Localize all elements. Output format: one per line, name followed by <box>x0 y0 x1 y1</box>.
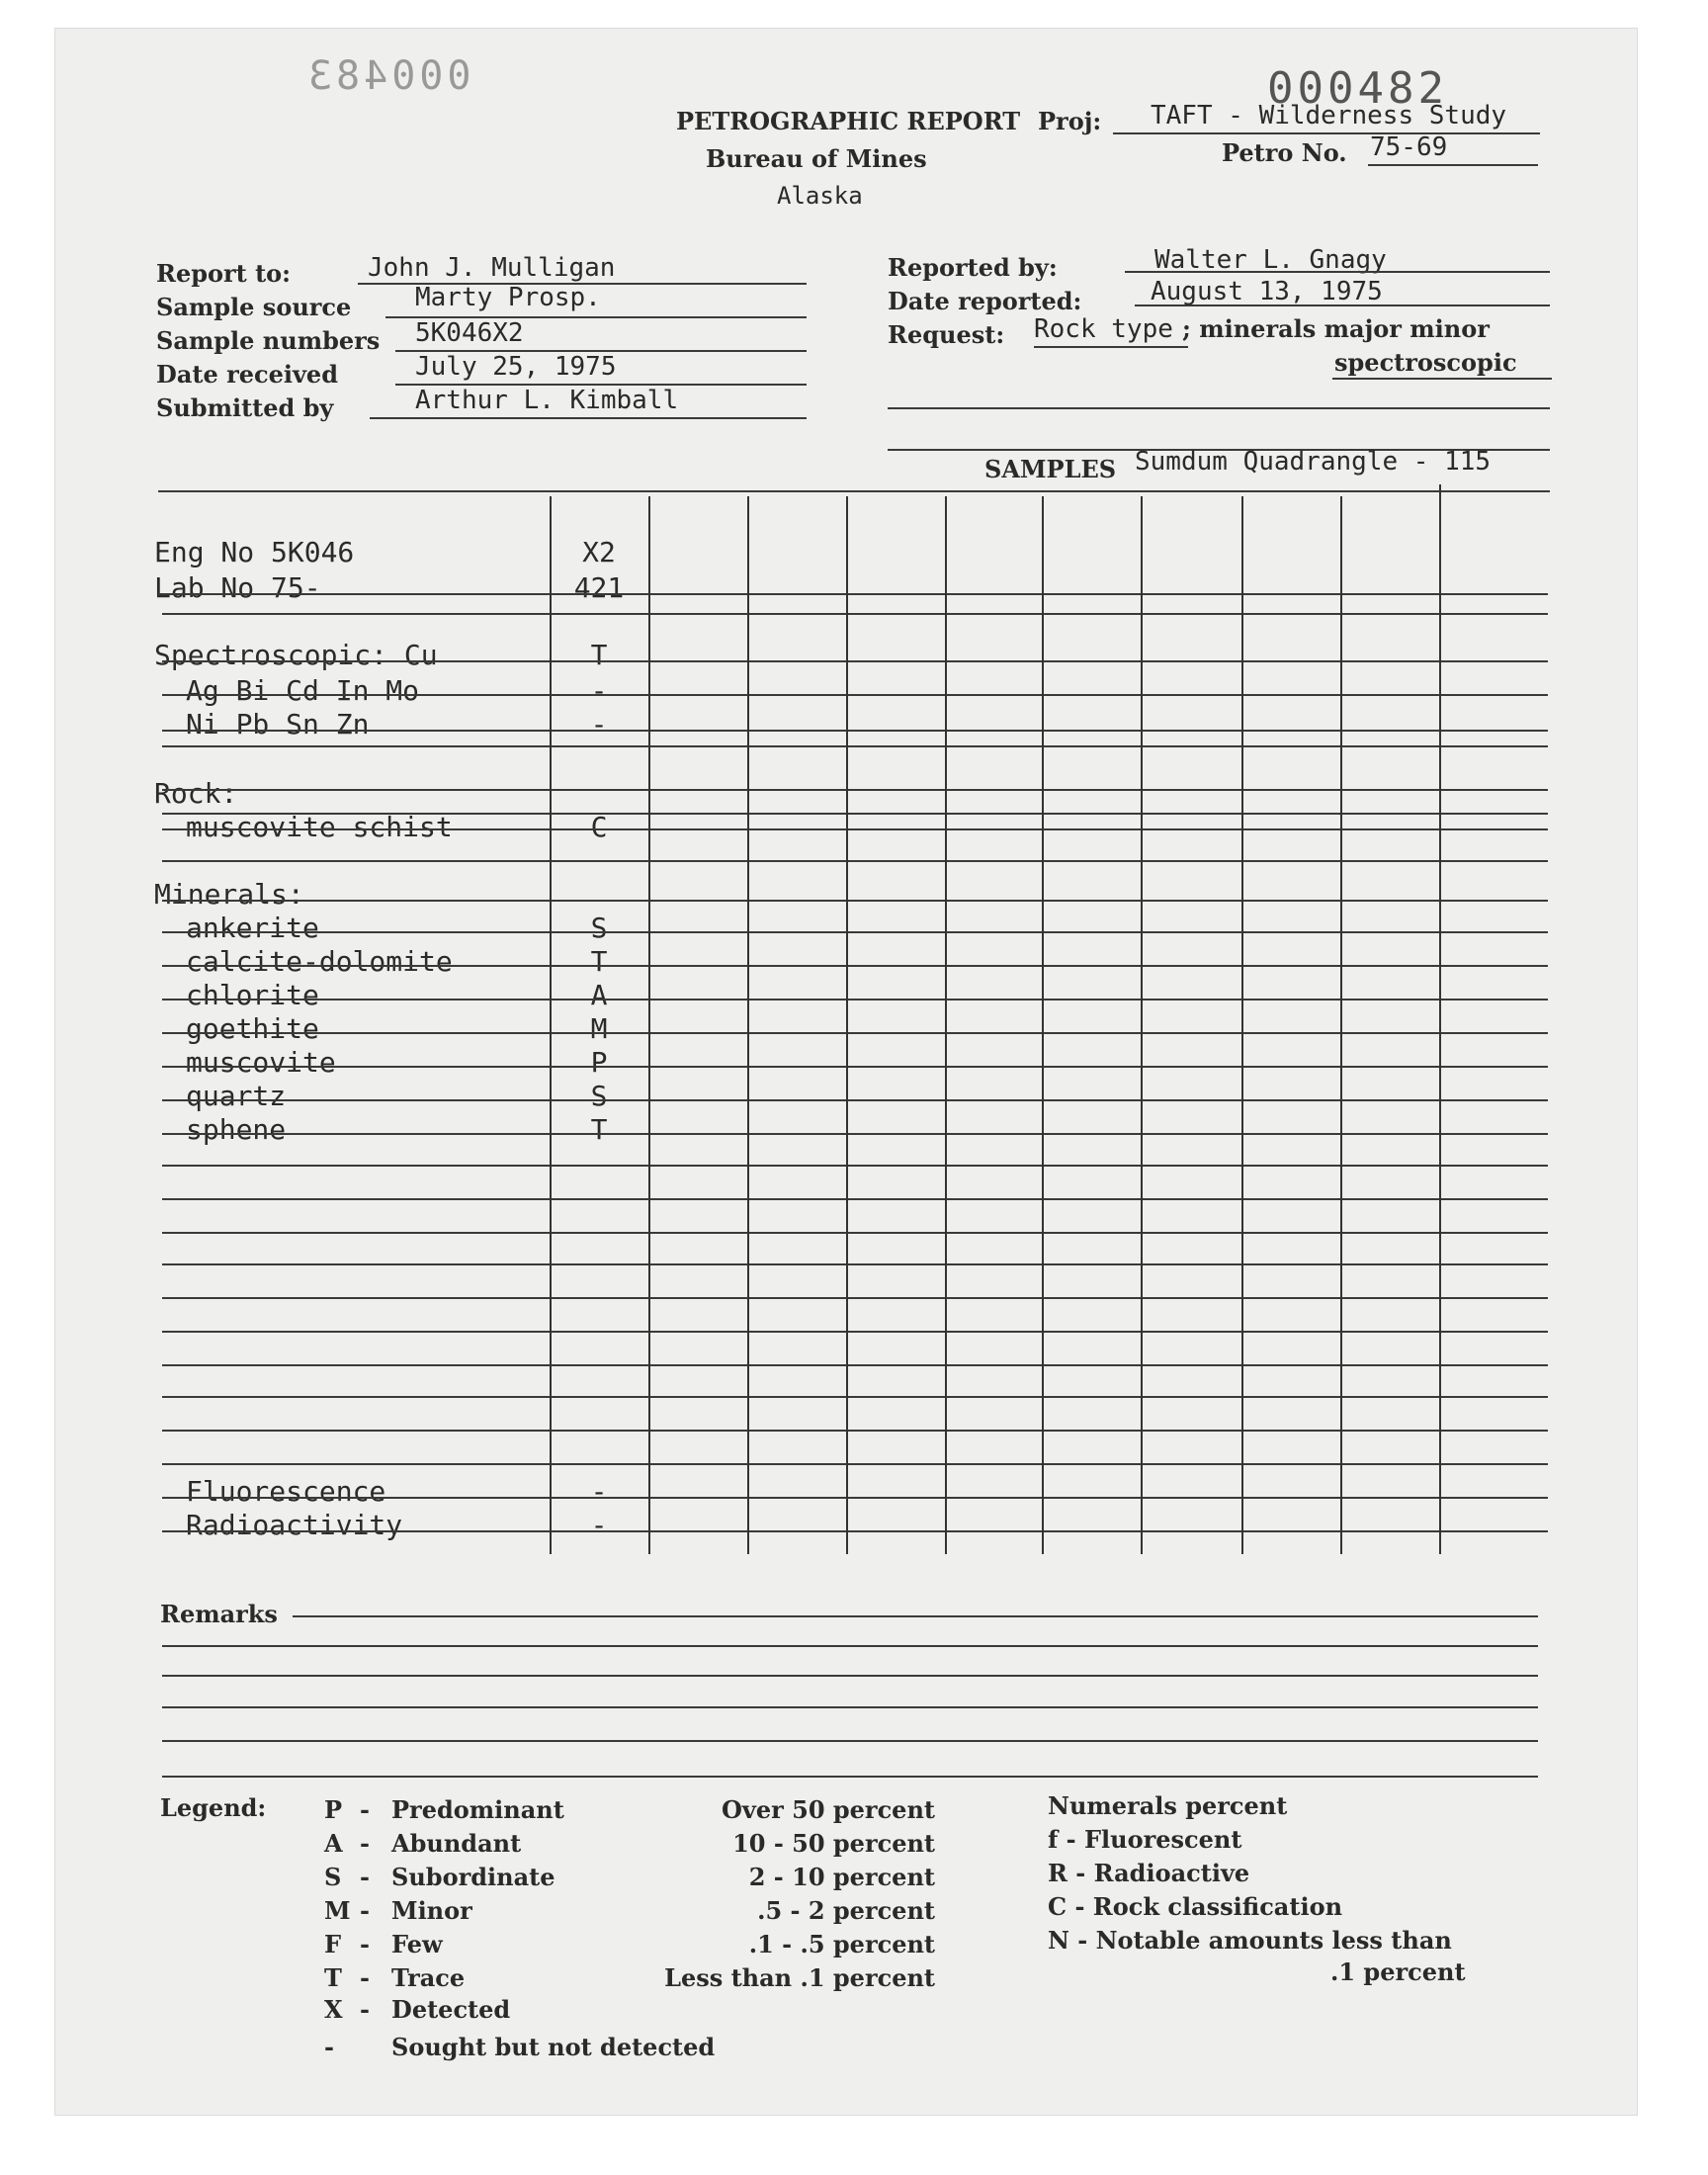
row-label: Lab No 75- <box>154 571 321 604</box>
request-value-minerals: ; minerals major minor <box>1182 314 1490 343</box>
row-label: Minerals: <box>154 878 304 911</box>
legend-label: Legend: <box>160 1793 267 1822</box>
column-rule <box>846 496 848 1554</box>
row-value: S <box>590 1080 608 1112</box>
legend-dash: - <box>360 1829 370 1858</box>
row-value: T <box>590 1113 608 1146</box>
proj-label: Proj: <box>1038 107 1102 135</box>
legend-desc: Subordinate <box>391 1863 555 1891</box>
legend-code: - <box>324 2033 334 2061</box>
legend-code: S <box>324 1863 342 1891</box>
legend-note: C - Rock classification <box>1048 1892 1343 1921</box>
legend-range: .1 - .5 percent <box>748 1930 935 1958</box>
reported-by-label: Reported by: <box>888 253 1058 282</box>
row-label: Eng No 5K046 <box>154 536 355 568</box>
legend-note: N - Notable amounts less than <box>1048 1926 1452 1955</box>
row-label: calcite-dolomite <box>186 945 453 978</box>
remarks-label: Remarks <box>160 1600 278 1628</box>
legend-code: P <box>324 1795 343 1824</box>
legend-note: f - Fluorescent <box>1048 1825 1242 1854</box>
row-label: ankerite <box>186 912 319 944</box>
column-rule <box>747 496 749 1554</box>
legend-code: F <box>324 1930 342 1958</box>
legend-code: T <box>324 1963 342 1992</box>
submitted-by-value: Arthur L. Kimball <box>415 386 679 415</box>
column-rule <box>1439 484 1441 1554</box>
row-value: - <box>590 708 608 740</box>
legend-code: M <box>324 1896 351 1925</box>
legend-range: Less than .1 percent <box>664 1963 935 1992</box>
legend-dash: - <box>360 1930 370 1958</box>
legend-note: R - Radioactive <box>1048 1859 1250 1887</box>
row-value: T <box>590 639 608 671</box>
row-label: quartz <box>186 1080 287 1112</box>
row-value: X2 <box>582 536 616 568</box>
column-rule <box>648 496 650 1554</box>
row-label: muscovite schist <box>186 811 453 843</box>
legend-range: 2 - 10 percent <box>748 1863 935 1891</box>
row-value: - <box>590 1509 608 1541</box>
submitted-by-label: Submitted by <box>156 393 334 422</box>
row-value: 421 <box>573 571 625 604</box>
legend-dash: - <box>360 1963 370 1992</box>
legend-desc: Abundant <box>391 1829 522 1858</box>
legend-dash: - <box>360 1863 370 1891</box>
row-label: Ag Bi Cd In Mo <box>186 674 420 707</box>
sample-source-value: Marty Prosp. <box>415 283 601 312</box>
column-rule <box>1141 496 1143 1554</box>
row-value: S <box>590 912 608 944</box>
report-title: PETROGRAPHIC REPORT <box>676 107 1021 135</box>
row-label: sphene <box>186 1113 287 1146</box>
row-value: T <box>590 945 608 978</box>
sample-numbers-value: 5K046X2 <box>415 318 524 348</box>
sample-source-label: Sample source <box>156 293 352 321</box>
report-to-value: John J. Mulligan <box>368 253 616 283</box>
row-label: Ni Pb Sn Zn <box>186 708 370 740</box>
stamp-number: 000482 <box>1267 63 1448 114</box>
legend-dash: - <box>360 1795 370 1824</box>
proj-value: TAFT - Wilderness Study <box>1151 101 1507 130</box>
legend-dash: - <box>360 1896 370 1925</box>
legend-dash: - <box>360 1995 370 2024</box>
row-label: Fluorescence <box>186 1475 386 1508</box>
row-label: goethite <box>186 1012 319 1045</box>
date-received-value: July 25, 1975 <box>415 352 617 382</box>
legend-desc: Trace <box>391 1963 466 1992</box>
row-value: C <box>590 811 608 843</box>
agency-name: Bureau of Mines <box>706 144 927 173</box>
legend-range: .5 - 2 percent <box>757 1896 935 1925</box>
request-value-rock-type: Rock type <box>1034 314 1173 344</box>
reported-by-value: Walter L. Gnagy <box>1154 245 1387 275</box>
column-rule <box>945 496 947 1554</box>
request-value-spectroscopic: spectroscopic <box>1334 348 1517 377</box>
column-rule <box>550 496 552 1554</box>
column-rule <box>1042 496 1044 1554</box>
legend-desc: Sought but not detected <box>391 2033 716 2061</box>
legend-code: X <box>324 1995 343 2024</box>
region-name: Alaska <box>777 182 863 210</box>
row-label: Rock: <box>154 777 238 810</box>
row-value: A <box>590 979 608 1011</box>
petro-value: 75-69 <box>1370 132 1448 162</box>
row-label: Radioactivity <box>186 1509 403 1541</box>
date-reported-label: Date reported: <box>888 287 1082 315</box>
row-label: chlorite <box>186 979 319 1011</box>
legend-desc: Predominant <box>391 1795 564 1824</box>
legend-desc: Minor <box>391 1896 472 1925</box>
samples-value: Sumdum Quadrangle - 115 <box>1135 447 1492 477</box>
date-reported-value: August 13, 1975 <box>1151 277 1383 306</box>
column-rule <box>1340 496 1342 1554</box>
row-value: P <box>590 1046 608 1079</box>
mirrored-stamp-number: 000483 <box>304 53 471 99</box>
petro-label: Petro No. <box>1222 138 1347 167</box>
row-label: muscovite <box>186 1046 336 1079</box>
date-received-label: Date received <box>156 360 338 389</box>
column-rule <box>1241 496 1243 1554</box>
sample-numbers-label: Sample numbers <box>156 326 381 355</box>
legend-desc: Detected <box>391 1995 511 2024</box>
row-value: - <box>590 1475 608 1508</box>
row-value: M <box>590 1012 608 1045</box>
legend-desc: Few <box>391 1930 443 1958</box>
row-label: Spectroscopic: Cu <box>154 639 438 671</box>
report-to-label: Report to: <box>156 259 292 288</box>
legend-note: .1 percent <box>1330 1958 1466 1986</box>
request-label: Request: <box>888 320 1005 349</box>
samples-label: SAMPLES <box>984 455 1117 483</box>
legend-range: 10 - 50 percent <box>732 1829 935 1858</box>
legend-code: A <box>324 1829 343 1858</box>
legend-range: Over 50 percent <box>722 1795 935 1824</box>
legend-note: Numerals percent <box>1048 1791 1288 1820</box>
row-value: - <box>590 674 608 707</box>
